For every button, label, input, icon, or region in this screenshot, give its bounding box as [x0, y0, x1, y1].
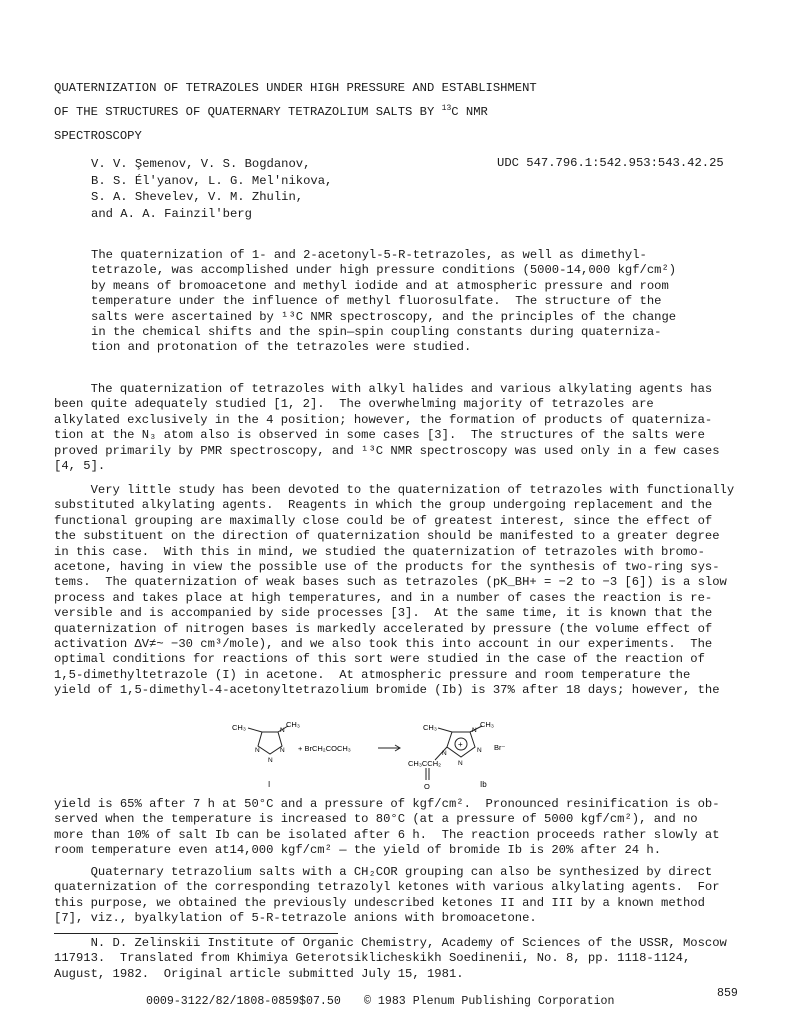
footnote — [54, 936, 727, 982]
right-methyl-5: CH₃ — [423, 723, 437, 732]
right-n-label: N — [477, 747, 482, 754]
title-line-1: QUATERNIZATION OF TETRAZOLES UNDER HIGH PRESSURE AND ESTABLISHMENT — [54, 81, 537, 95]
footnote-rule — [54, 933, 338, 934]
acetonyl-substituent: CH₃CCH₂ — [408, 759, 442, 768]
body-line: been quite adequately studied [1, 2]. The overwhelming majority of tetrazoles are — [54, 397, 654, 412]
body-line: yield is 65% after 7 h at 50°C and a pressure of kgf/cm². Pronounced resinification is ob- — [54, 797, 720, 811]
body-line: versible and is accompanied by side processes [3]. At the same time, it is known that the — [54, 606, 713, 621]
abstract-line: by means of bromoacetone and methyl iodide and at atmospheric pressure and room — [91, 278, 669, 293]
body-line: proved primarily by PMR spectroscopy, and ¹³C NMR spectroscopy was used only in a few cases — [54, 443, 720, 458]
body-paragraph-1 — [54, 382, 720, 474]
author-line: V. V. Şemenov, V. S. Bogdanov, — [91, 157, 311, 171]
body-line: the substituent on the direction of quaternization should be manifested to a greater degree — [54, 529, 720, 544]
title-line-2-text: OF THE STRUCTURES OF QUATERNARY TETRAZOLIUM SALTS BY — [54, 105, 442, 119]
body-line: in this case. With this in mind, we studied the quaternization of tetrazoles with bromo- — [54, 544, 705, 559]
author-line: S. A. Shevelev, V. M. Zhulin, — [91, 190, 304, 204]
body-line: 1,5-dimethyltetrazole (I) in acetone. At atmospheric pressure and room temperature the — [54, 667, 691, 682]
author-line: B. S. Él'yanov, L. G. Mel'nikova, — [91, 173, 333, 188]
copyright-notice: © 1983 Plenum Publishing Corporation — [364, 995, 615, 1008]
compound-label-I: I — [268, 780, 271, 789]
bromide-counterion: Br⁻ — [494, 743, 506, 752]
abstract-line: The quaternization of 1- and 2-acetonyl-5-R-tetrazoles, as well as dimethyl- — [91, 248, 647, 262]
page-number: 859 — [717, 987, 738, 1000]
reaction-scheme — [230, 720, 560, 796]
footnote-line: N. D. Zelinskii Institute of Organic Chemistry, Academy of Sciences of the USSR, Moscow — [54, 936, 727, 950]
author-line: and A. A. Fainzil'berg — [91, 206, 252, 221]
body-line: this purpose, we obtained the previously undescribed ketones II and III by a known method — [54, 895, 705, 910]
right-n1-label: N — [472, 727, 477, 734]
body-line: The quaternization of tetrazoles with alkyl halides and various alkylating agents has — [54, 382, 713, 396]
abstract-line: tetrazole, was accomplished under high pressure conditions (5000-14,000 kgf/cm²) — [91, 263, 677, 278]
abstract — [91, 248, 676, 356]
authors-block — [91, 156, 332, 222]
article-code: 0009-3122/82/1808-0859$07.50 — [146, 995, 341, 1008]
footnote-line: 117913. Translated from Khimiya Geterotsiklicheskikh Soedinenii, No. 8, pp. 1118-1124, — [54, 951, 691, 966]
left-methyl-1: CH₃ — [286, 720, 300, 729]
title-line-2 — [54, 105, 488, 120]
plus-charge: + — [458, 740, 463, 749]
body-line: quaternization of the corresponding tetrazolyl ketones with various alkylating agents. For — [54, 880, 720, 895]
body-line: tems. The quaternization of weak bases such as tetrazoles (pK_BH+ = −2 to −3 [6]) is a slow — [54, 575, 727, 590]
body-line: alkylated exclusively in the 4 position; however, the formation of products of quaterniza- — [54, 412, 713, 427]
body-line: yield of 1,5-dimethyl-4-acetonyltetrazolium bromide (Ib) is 37% after 18 days; however, the — [54, 683, 720, 698]
abstract-line: salts were ascertained by ¹³C NMR spectroscopy, and the principles of the change — [91, 309, 677, 324]
body-line: room temperature even at14,000 kgf/cm² — the yield of bromide Ib is 20% after 24 h. — [54, 843, 662, 858]
body-line: functional grouping are maximally close could be of greatest interest, since the effect of — [54, 513, 713, 528]
body-paragraph-2 — [54, 483, 734, 699]
body-line: [7], viz., byalkylation of 5-R-tetrazole anions with bromoacetone. — [54, 911, 537, 926]
compound-label-Ib: Ib — [480, 780, 487, 789]
title-line-2-end: C NMR — [451, 105, 488, 119]
body-line: substituted alkylating agents. Reagents in which the group undergoing replacement and the — [54, 498, 713, 513]
title-line-3: SPECTROSCOPY — [54, 129, 142, 143]
left-n1-label: N — [280, 727, 285, 734]
body-line: process and takes place at high temperatures, and in a number of cases the reaction is re- — [54, 590, 713, 605]
right-n-label: N — [458, 760, 463, 767]
abstract-line: tion and protonation of the tetrazoles were studied. — [91, 340, 472, 355]
body-line: tion at the N₃ atom also is observed in some cases [3]. The structures of the salts were — [54, 428, 705, 443]
body-line: acetone, having in view the possible use of the products for the synthesis of two-ring sys- — [54, 560, 720, 575]
title-isotope-sup: 13 — [441, 104, 452, 113]
body-line: activation ΔV≠~ −30 cm³/mole), and we also took this into account in our experiments. The — [54, 637, 713, 652]
left-n-label: N — [280, 747, 285, 754]
body-paragraph-3 — [54, 865, 720, 927]
footnote-line: August, 1982. Original article submitted July 15, 1981. — [54, 966, 464, 981]
udc-code: UDC 547.796.1:542.953:543.42.25 — [497, 156, 724, 170]
left-n-label: N — [268, 757, 273, 764]
body-paragraph-2-cont — [54, 797, 720, 859]
reagent-bromoacetone: + BrCH₂COCH₃ — [298, 744, 351, 753]
body-line: Very little study has been devoted to the quaternization of tetrazoles with functionally — [54, 483, 735, 497]
body-line: [4, 5]. — [54, 459, 106, 474]
body-line: quaternization of nitrogen bases is markedly accelerated by pressure (the volume effect of — [54, 621, 713, 636]
right-n-label: N — [442, 750, 447, 757]
left-methyl-5: CH₃ — [232, 723, 246, 732]
carbonyl-oxygen: O — [424, 782, 430, 791]
body-line: more than 10% of salt Ib can be isolated after 6 h. The reaction proceeds rather slowly at — [54, 827, 720, 842]
body-line: optimal conditions for reactions of this sort were studied in the case of the reaction of — [54, 652, 705, 667]
abstract-line: temperature under the influence of methyl fluorosulfate. The structure of the — [91, 294, 662, 309]
abstract-line: in the chemical shifts and the spin—spin coupling constants during quaterniza- — [91, 325, 662, 340]
right-methyl-1: CH₃ — [480, 720, 494, 729]
body-line: Quaternary tetrazolium salts with a CH₂COR grouping can also be synthesized by direct — [54, 865, 713, 879]
body-line: served when the temperature is increased to 80°C (at a pressure of 5000 kgf/cm²), and no — [54, 812, 698, 827]
left-n-label: N — [255, 747, 260, 754]
